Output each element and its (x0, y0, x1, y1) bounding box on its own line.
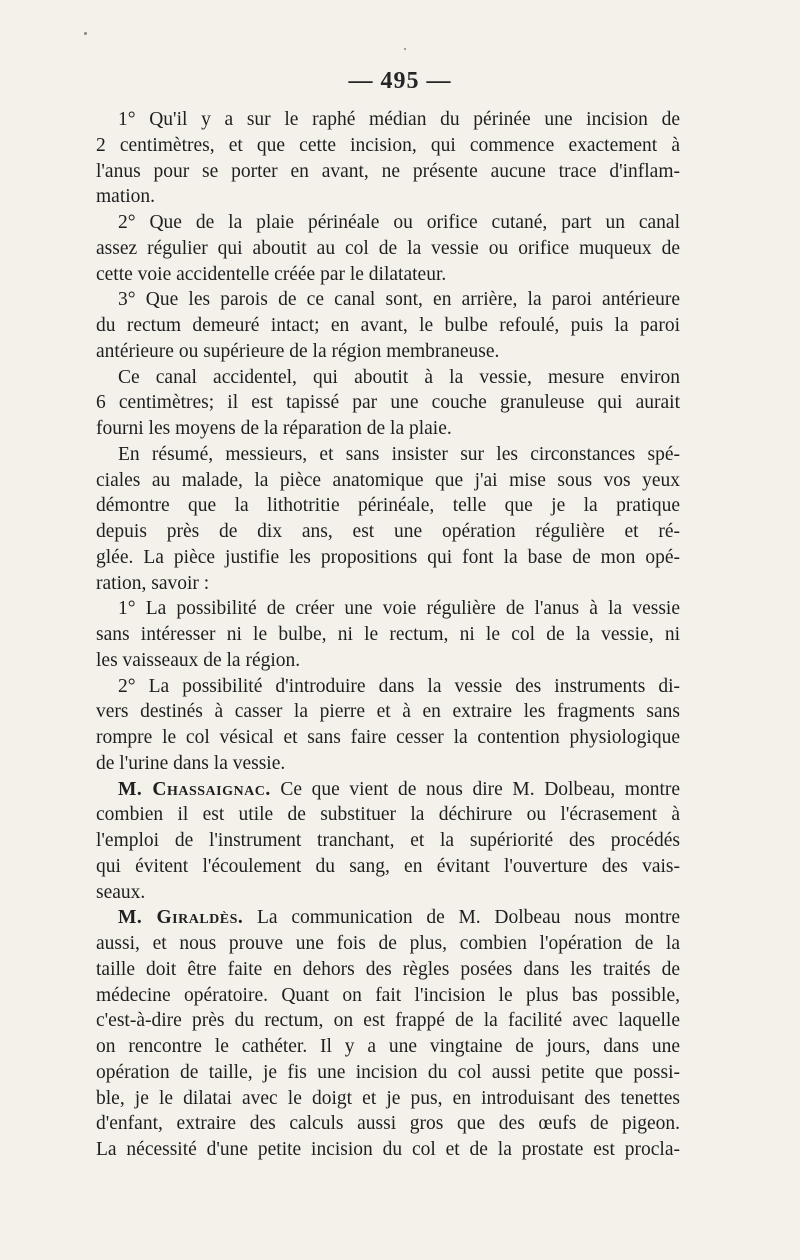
line-text: La communication de M. Dolbeau nous montre (243, 907, 680, 929)
line-text: fourni les moyens de la réparation de la plaie. (96, 418, 452, 439)
text-line (96, 133, 680, 159)
line-text: mation. (96, 186, 156, 208)
line-text: La nécessité d'une petite incision du col et de la prostate est procla- (96, 1139, 680, 1160)
speaker-name: M. Chassaignac. (118, 778, 271, 800)
line-text: antérieure ou supérieure de la région membraneuse. (96, 340, 500, 362)
line-text: rompre le col vésical et sans faire cesser la contention physiologique (96, 727, 680, 748)
line-text: on rencontre le cathéter. Il y a une vingtaine de jours, dans une (96, 1036, 680, 1057)
line-text: vers destinés à casser la pierre et à en extraire les fragments sans (96, 701, 680, 723)
text-line (96, 519, 680, 545)
line-text: c'est-à-dire près du rectum, on est frappé de la facilité avec laquelle (96, 1010, 680, 1032)
line-text: En résumé, messieurs, et sans insister sur les circonstances spé- (118, 443, 680, 465)
text-line (96, 1034, 680, 1060)
text-line (96, 159, 680, 185)
line-text: aussi, et nous prouve une fois de plus, combien l'opération de la (96, 933, 680, 954)
body-text (96, 107, 680, 1163)
paper-speck (84, 32, 87, 35)
line-text: du rectum demeuré intact; en avant, le bulbe refoulé, puis la paroi (96, 315, 680, 336)
text-line (96, 725, 680, 751)
line-text: taille doit être faite en dehors des règles posées dans les traités de (96, 958, 680, 980)
text-line (96, 210, 680, 236)
line-text: opération de taille, je fis une incision du col aussi petite que possi- (96, 1061, 680, 1083)
text-line (96, 442, 680, 468)
line-text: combien il est utile de substituer la déchirure ou l'écrasement à (96, 804, 680, 826)
text-line (96, 1111, 680, 1137)
speaker-name: M. Giraldès. (118, 907, 244, 929)
line-text: 3° Que les parois de ce canal sont, en arrière, la paroi antérieure (118, 289, 680, 311)
text-line (96, 184, 680, 210)
text-line (96, 1086, 680, 1112)
line-text: glée. La pièce justifie les propositions qui font la base de mon opé- (96, 546, 680, 568)
text-line (96, 1060, 680, 1086)
line-text: Ce que vient de nous dire M. Dolbeau, montre (270, 778, 681, 800)
text-line (96, 699, 680, 725)
text-line (96, 390, 680, 416)
line-text: Ce canal accidentel, qui aboutit à la vessie, mesure environ (118, 366, 680, 388)
line-text: l'emploi de l'instrument tranchant, et la supériorité des procédés (96, 830, 680, 851)
line-text: ble, je le dilatai avec le doigt et je pus, en introduisant des tenettes (96, 1087, 680, 1109)
text-line (96, 777, 680, 803)
text-line (96, 493, 680, 519)
text-line (96, 571, 680, 597)
line-text: depuis près de dix ans, est une opération régulière et ré- (96, 521, 680, 542)
text-line (96, 751, 680, 777)
line-text: qui évitent l'écoulement du sang, en évitant l'ouverture des vais- (96, 855, 680, 877)
text-line (96, 596, 680, 622)
line-text: seaux. (96, 881, 146, 903)
text-line (96, 262, 680, 288)
text-line (96, 905, 680, 931)
paper-speck (404, 48, 406, 50)
text-line (96, 313, 680, 339)
text-line (96, 854, 680, 880)
line-text: 2° Que de la plaie périnéale ou orifice cutané, part un canal (118, 212, 680, 233)
text-line (96, 880, 680, 906)
text-line (96, 107, 680, 133)
text-line (96, 828, 680, 854)
line-text: sans intéresser ni le bulbe, ni le rectum, ni le col de la vessie, ni (96, 624, 680, 645)
text-line (96, 287, 680, 313)
text-line (96, 802, 680, 828)
text-line (96, 931, 680, 957)
line-text: ration, savoir : (96, 572, 210, 594)
text-line (96, 1008, 680, 1034)
line-text: d'enfant, extraire des calculs aussi gros que des œufs de pigeon. (96, 1113, 680, 1135)
text-line (96, 365, 680, 391)
line-text: 1° Qu'il y a sur le raphé médian du périnée une incision de (118, 109, 680, 130)
line-text: cette voie accidentelle créée par le dilatateur. (96, 263, 447, 285)
line-text: démontre que la lithotritie périnéale, telle que je la pratique (96, 495, 680, 517)
text-line (96, 545, 680, 571)
line-text: ciales au malade, la pièce anatomique que j'ai mise sous vos yeux (96, 469, 680, 491)
text-line (96, 622, 680, 648)
line-text: assez régulier qui aboutit au col de la vessie ou orifice muqueux de (96, 237, 680, 259)
text-line (96, 236, 680, 262)
text-line (96, 648, 680, 674)
text-line (96, 339, 680, 365)
line-text: 6 centimètres; il est tapissé par une couche granuleuse qui aurait (96, 392, 680, 414)
line-text: 2° La possibilité d'introduire dans la vessie des instruments di- (118, 675, 680, 697)
text-line (96, 957, 680, 983)
text-line (96, 468, 680, 494)
line-text: l'anus pour se porter en avant, ne présente aucune trace d'inflam- (96, 160, 680, 182)
line-text: 2 centimètres, et que cette incision, qui commence exactement à (96, 134, 680, 156)
page-number: — 495 — (348, 68, 452, 94)
text-line (96, 983, 680, 1009)
line-text: de l'urine dans la vessie. (96, 752, 286, 774)
text-line (96, 416, 680, 442)
text-line (96, 674, 680, 700)
line-text: médecine opératoire. Quant on fait l'incision le plus bas possible, (96, 984, 680, 1006)
line-text: les vaisseaux de la région. (96, 649, 301, 671)
text-line (96, 1137, 680, 1163)
line-text: 1° La possibilité de créer une voie régulière de l'anus à la vessie (118, 598, 680, 620)
